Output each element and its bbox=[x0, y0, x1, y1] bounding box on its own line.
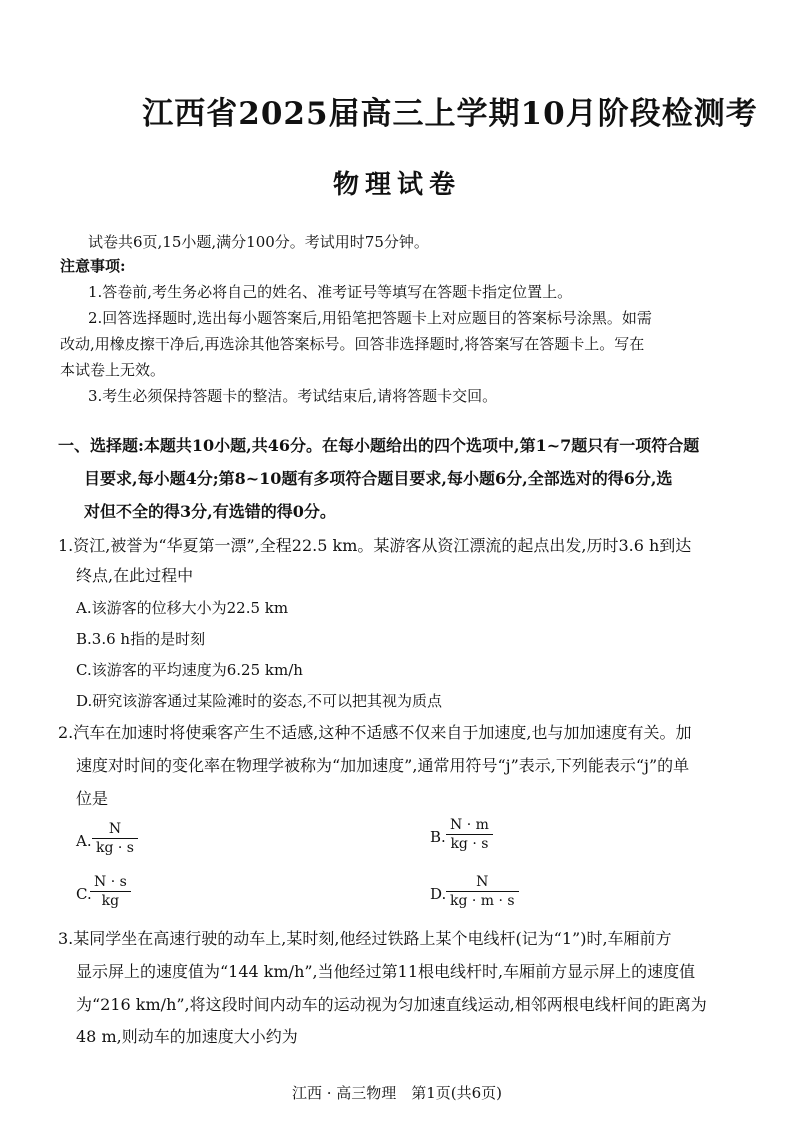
note-1: 1.答卷前,考生务必将自己的姓名、准考证号等填写在答题卡指定位置上。 bbox=[88, 283, 573, 301]
section-1-line-2: 目要求,每小题4分;第8~10题有多项符合题目要求,每小题6分,全部选对的得6分,选 bbox=[84, 469, 673, 488]
q1-option-d: D.研究该游客通过某险滩时的姿态,不可以把其视为质点 bbox=[76, 692, 443, 710]
note-2-line-3: 本试卷上无效。 bbox=[60, 361, 166, 379]
q2-stem-line-2: 速度对时间的变化率在物理学被称为“加加速度”,通常用符号“j”表示,下列能表示“j”的单 bbox=[76, 756, 690, 775]
q1-stem-line-2: 终点,在此过程中 bbox=[76, 566, 194, 585]
exam-intro: 试卷共6页,15小题,满分100分。考试用时75分钟。 bbox=[88, 233, 429, 251]
q3-stem-line-3: 为“216 km/h”,将这段时间内动车的运动视为匀加速直线运动,相邻两根电线杆间的距离为 bbox=[76, 995, 707, 1014]
q2-option-b-numerator: N · m bbox=[450, 817, 489, 833]
note-2-line-2: 改动,用橡皮擦干净后,再选涂其他答案标号。回答非选择题时,将答案写在答题卡上。写在 bbox=[60, 335, 645, 353]
q2-stem-line-3: 位是 bbox=[76, 789, 109, 808]
q2-option-a-fraction bbox=[92, 820, 138, 857]
note-3: 3.考生必须保持答题卡的整洁。考试结束后,请将答题卡交回。 bbox=[88, 387, 498, 405]
q2-option-c-numerator: N · s bbox=[94, 874, 127, 890]
q2-option-b-label: B. bbox=[430, 828, 446, 846]
q2-option-c-fraction bbox=[90, 873, 131, 910]
q2-option-b-denominator: kg · s bbox=[450, 836, 489, 852]
q2-option-a-denominator: kg · s bbox=[96, 840, 134, 856]
q2-option-c-denominator: kg bbox=[101, 893, 120, 909]
q3-stem-line-2: 显示屏上的速度值为“144 km/h”,当他经过第11根电线杆时,车厢前方显示屏上的速度值 bbox=[76, 962, 696, 981]
q1-stem-line-1: 1.资江,被誉为“华夏第一漂”,全程22.5 km。某游客从资江漂流的起点出发,历时3.6 h到达 bbox=[58, 536, 692, 555]
section-1-line-3: 对但不全的得3分,有选错的得0分。 bbox=[84, 502, 336, 521]
q3-stem-line-4: 48 m,则动车的加速度大小约为 bbox=[76, 1027, 298, 1046]
note-2-line-1: 2.回答选择题时,选出每小题答案后,用铅笔把答题卡上对应题目的答案标号涂黑。如需 bbox=[88, 309, 652, 327]
exam-title: 江西省2025届高三上学期10月阶段检测考 bbox=[142, 96, 758, 132]
q2-option-a-label: A. bbox=[76, 832, 92, 850]
exam-subtitle: 物理试卷 bbox=[332, 170, 461, 200]
q2-option-b-fraction bbox=[446, 816, 493, 853]
q1-option-a: A.该游客的位移大小为22.5 km bbox=[76, 599, 289, 617]
q2-option-d-label: D. bbox=[430, 885, 447, 903]
notes-heading: 注意事项: bbox=[60, 257, 126, 275]
q2-option-a-numerator: N bbox=[108, 821, 122, 837]
page-footer: 江西 · 高三物理 第1页(共6页) bbox=[291, 1084, 503, 1102]
q1-option-c: C.该游客的平均速度为6.25 km/h bbox=[76, 661, 303, 679]
q1-option-b: B.3.6 h指的是时刻 bbox=[76, 630, 206, 648]
q2-option-d-numerator: N bbox=[476, 874, 489, 890]
q2-option-d-denominator: kg · m · s bbox=[450, 893, 515, 909]
q2-stem-line-1: 2.汽车在加速时将使乘客产生不适感,这种不适感不仅来自于加速度,也与加加速度有关。加 bbox=[58, 723, 692, 742]
q2-option-c-label: C. bbox=[76, 885, 92, 903]
q3-stem-line-1: 3.某同学坐在高速行驶的动车上,某时刻,他经过铁路上某个电线杆(记为“1”)时,车厢前方 bbox=[58, 929, 672, 948]
section-1-line-1: 一、选择题:本题共10小题,共46分。在每小题给出的四个选项中,第1~7题只有一项符合题 bbox=[58, 436, 700, 455]
q2-option-d-fraction bbox=[446, 873, 519, 910]
